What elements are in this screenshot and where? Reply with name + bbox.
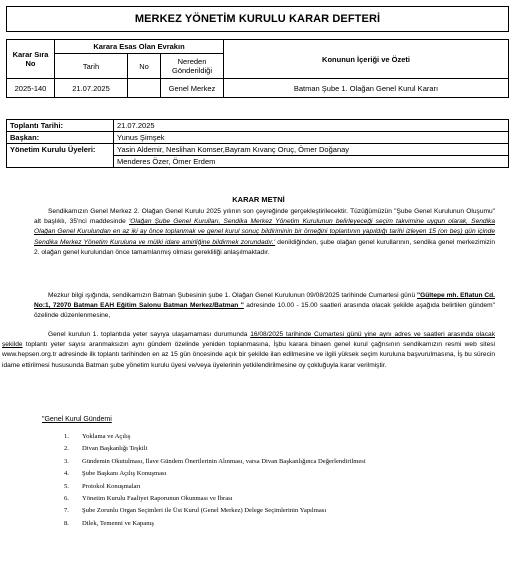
agenda-item: 1. Yoklama ve Açılış [64, 433, 131, 440]
p3-text-b: toplantı yeter sayısı aranmaksızın aynı gündem özelinde yeniden toplanmasına, İşbu karara binaen genel kurul çağrısının sendikamızın resmi web sitesi www.hepsen.org.tr adresinde ilk toplantı tarihinden en az 15 gün öncesinde açık bir şekilde ilan edilmesine ve ilgili yüksek seçim kuruluna başvurulmasına, İş bu sürecin idame ettirilmesi hususunda Batman şube yönetim kurulu üyesi ve/veya üyelerinin yetkilendirilmesine oy çokluğuyla karar verilmiştir. [2, 341, 495, 369]
baskan-value: Yunus Şimşek [114, 132, 509, 144]
register-table [6, 39, 509, 98]
header-nereden: Nereden Gönderildiği [161, 54, 224, 79]
p2-text-a: Mezkur bilgi ışığında, sendikamızın Batman Şubesinin şube 1. Olağan Genel Kurulunun 09/08/2025 tarihinde Cumartesi günü [48, 292, 418, 299]
p1-text-b: denildiğinden, şube olağan genel kurullarının, sendika genel merkezimizin 2. olağan genel kurulundan önce tamamlanmış olması gerekliliği anlaşılmaktadır. [34, 238, 495, 256]
karar-paragraph-1 [34, 207, 495, 258]
agenda-item: 6. Yönetim Kurulu Faaliyet Raporunun Okunması ve İbrası [64, 494, 233, 502]
document-title-box [6, 6, 509, 32]
agenda-item: 8. Dilek, Temenni ve Kapanış [64, 519, 154, 527]
cell-konu: Batman Şube 1. Olağan Genel Kurul Kararı [224, 79, 509, 98]
p3-date: 16/08/2025 tarihinde Cumartesi günü yine aynı adres ve saatleri arasında olacak şekilde [2, 331, 495, 349]
uyeler-label: Yönetim Kurulu Üyeleri: [7, 144, 114, 156]
toplanti-tarihi-value: 21.07.2025 [114, 120, 509, 132]
cell-nereden: Genel Merkez [161, 79, 224, 98]
header-konu: Konunun İçeriği ve Özeti [224, 40, 509, 79]
karar-paragraph-3 [2, 330, 495, 371]
cell-tarih: 21.07.2025 [55, 79, 128, 98]
cell-no [128, 79, 161, 98]
p2-address: "Gültepe mh. Eflatun Cd. No:1, 72070 Batman EAH Eğitim Salonu Batman Merkez/Batman " [34, 292, 495, 310]
uyeler-line-1: Yasin Aldemir, Neslihan Komser,Bayram Kıvanç Oruç, Ömer Doğanay [114, 144, 509, 156]
p2-text-b: adresinde 10.00 - 15.00 saatleri arasında olacak şekilde aşağıda belirtilen gündem" özelinde düzenlenmesine, [34, 302, 496, 320]
header-evrak: Karara Esas Olan Evrakın [55, 40, 224, 54]
toplanti-tarihi-label: Toplantı Tarihi: [7, 120, 114, 132]
karar-metni-heading: KARAR METNİ [232, 195, 285, 204]
agenda-item: 2. Divan Başkanlığı Teşkili [64, 445, 148, 453]
header-karar-sira-no: Karar Sıra No [7, 40, 55, 79]
cell-karar-sira: 2025-140 [7, 79, 55, 98]
uyeler-label-spacer [7, 156, 114, 168]
baskan-label: Başkan: [7, 132, 114, 144]
agenda-item: 5. Protokol Konuşmaları [64, 482, 141, 490]
karar-paragraph-2 [34, 291, 495, 322]
agenda-title: "Genel Kurul Gündemi [42, 416, 112, 423]
p1-text-a: Sendikamızın Genel Merkez 2. Olağan Genel Kurulu 2025 yılının son çeyreğinde gerçekleştirilecektir. Tüzüğümüzün "Şube Genel Kurulunun Oluşumu" alt başlıklı, 35'nci maddesinde [34, 208, 495, 226]
agenda-item: 4. Şube Başkanı Açılış Konuşması [64, 470, 167, 478]
p3-text-a: Genel kurulun 1. toplantıda yeter sayıya ulaşamaması durumunda [48, 331, 251, 338]
meeting-info-table [6, 119, 509, 168]
agenda-list [64, 431, 366, 530]
header-tarih: Tarih [55, 54, 128, 79]
agenda-item: 3. Gündemin Okutulması, İlave Gündem Önerilerinin Alınması, varsa Divan Başkanlığınca Değerlendirilmesi [64, 457, 366, 465]
document-title: MERKEZ YÖNETİM KURULU KARAR DEFTERİ [134, 13, 381, 25]
uyeler-line-2: Menderes Özer, Ömer Erdem [114, 156, 509, 168]
p1-quote: 'Olağan Şube Genel Kurulları, Sendika Merkez Yönetim Kurulunun belirleyeceği seçim takvimine uygun olarak, Sendika Olağan Genel Kurulundan en az iki ay önce toplanmak ve genel kurul sonuç bildiriminin bir örneğini toplantının yapıldığı tarihi izleyen 15 (on beş) gün içinde Sendika Merkez Yönetim Kuruluna ve mülki idare amirliğine bildirmek zorundadır.' [34, 218, 495, 246]
header-no: No [128, 54, 161, 79]
agenda-item: 7. Şube Zorunlu Organ Seçimleri ile Üst Kurul (Genel Merkez) Delege Seçimlerinin Yapılması [64, 507, 327, 515]
